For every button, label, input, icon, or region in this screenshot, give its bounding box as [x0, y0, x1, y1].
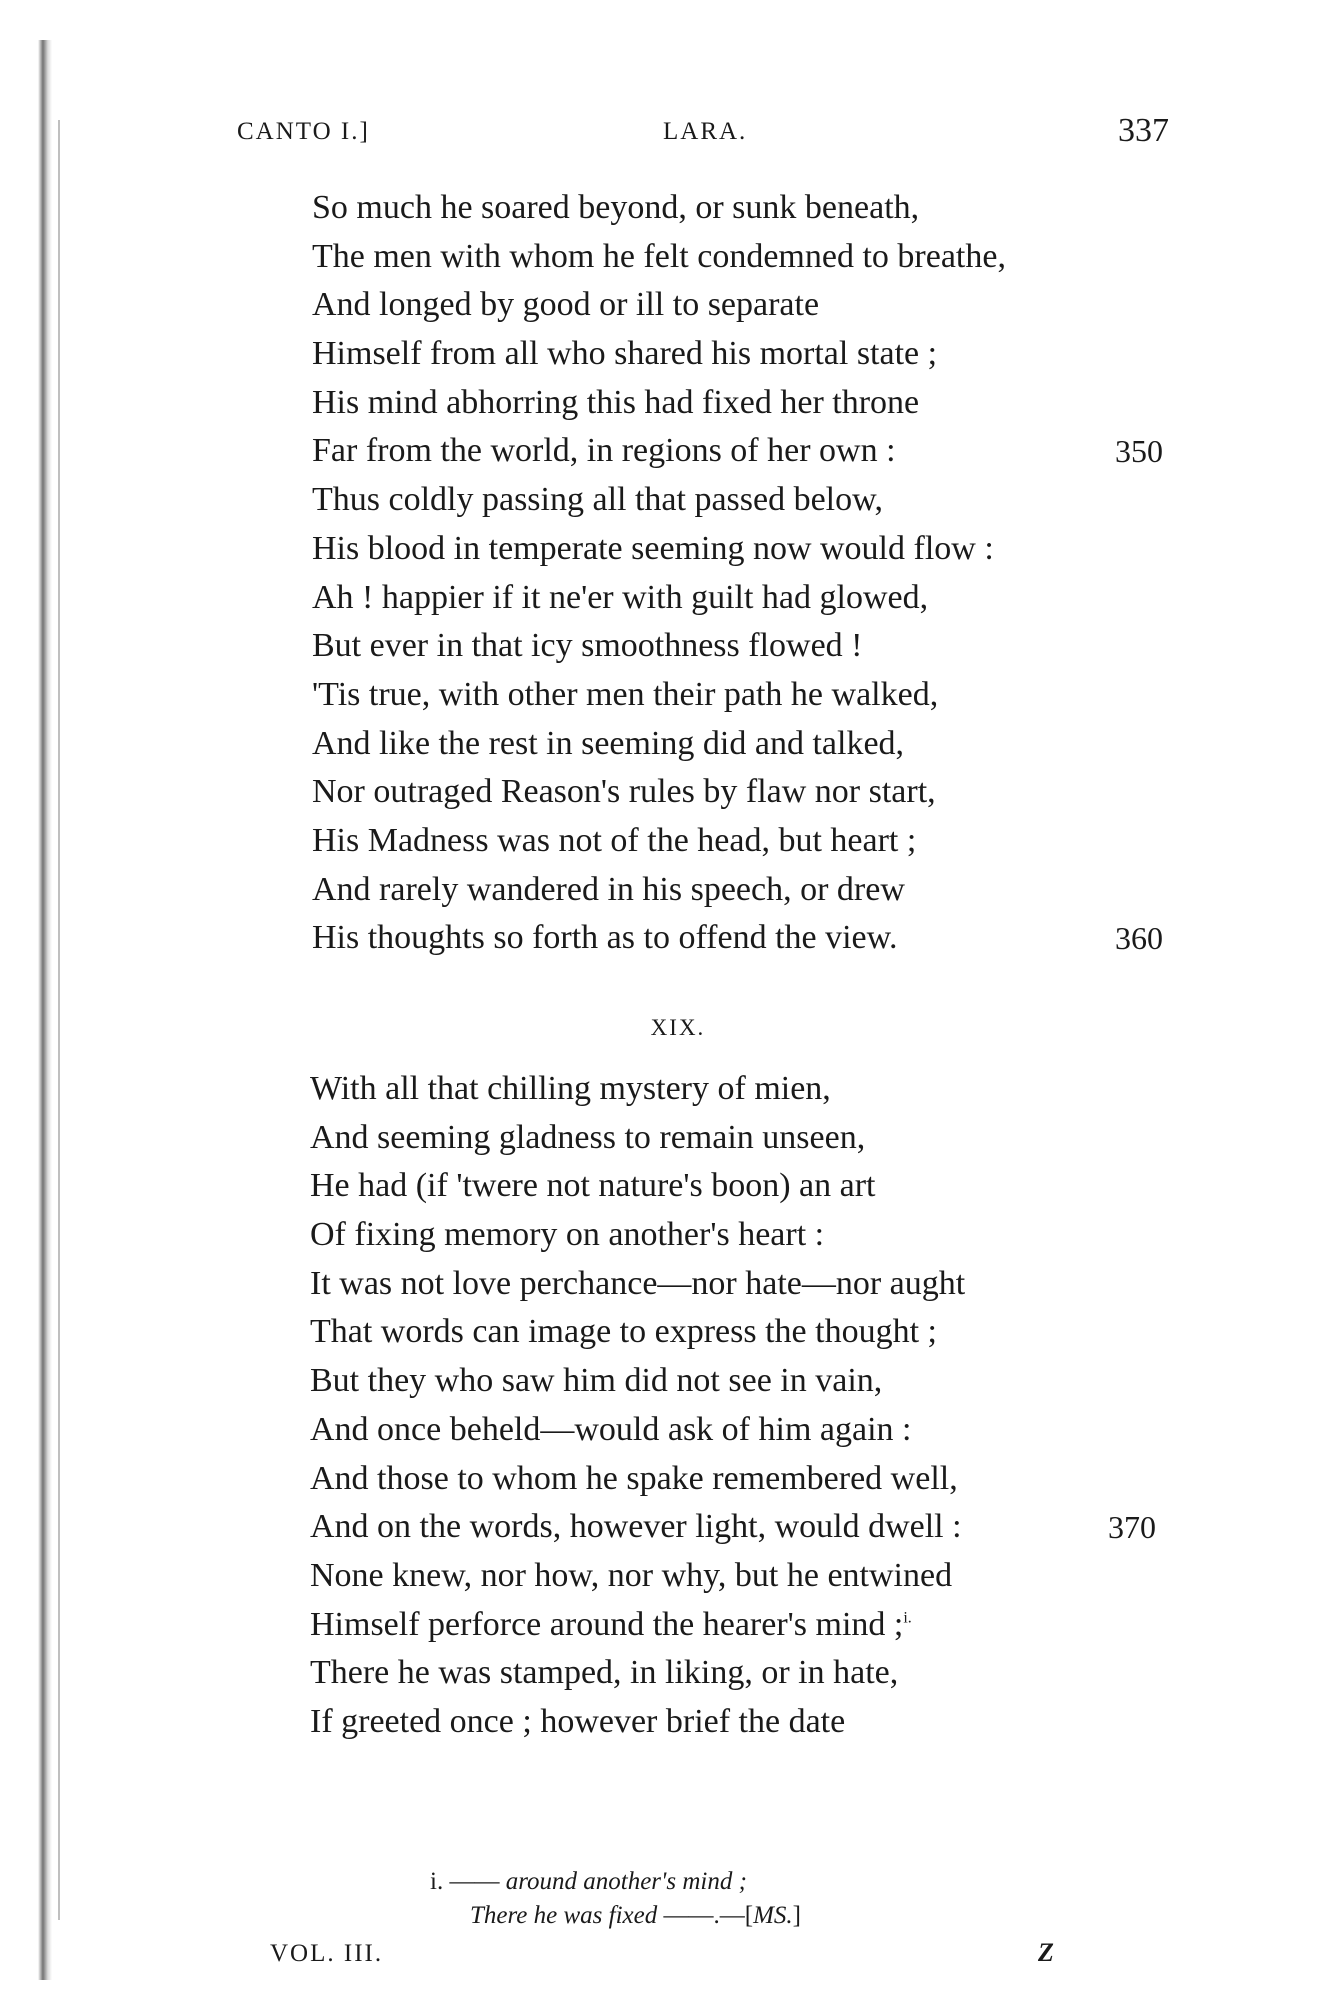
verse-line: He had (if 'twere not nature's boon) an art — [310, 1167, 876, 1205]
verse-line: Thus coldly passing all that passed below, — [312, 481, 883, 519]
verse-line: Nor outraged Reason's rules by flaw nor start, — [312, 773, 936, 811]
footnote-reference: i. — [903, 1609, 912, 1627]
verse-line: And on the words, however light, would dwell : 370 — [310, 1503, 1210, 1552]
footnote-dash: —— — [449, 1868, 500, 1895]
footnote-source: MS. — [753, 1902, 793, 1929]
footnote-line-2 — [430, 1899, 801, 1933]
running-header — [0, 112, 1330, 158]
footnote-close: ] — [792, 1902, 801, 1929]
signature-mark: Z — [1038, 1938, 1054, 1967]
section-heading: XIX. — [650, 1015, 706, 1040]
verse-line: And seeming gladness to remain unseen, — [310, 1118, 866, 1156]
header-canto: CANTO I.] — [237, 118, 370, 145]
verse-line: If greeted once ; however brief the date — [310, 1702, 846, 1740]
verse-line: And like the rest in seeming did and talked, — [312, 724, 905, 762]
footnote-dash-2: ——.—[ — [663, 1902, 754, 1929]
stanza-2 — [310, 1065, 1210, 1747]
verse-line: His mind abhorring this had fixed her throne — [312, 383, 920, 421]
scan-binding-shadow — [38, 40, 52, 1980]
verse-line: It was not love perchance—nor hate—nor aught — [310, 1264, 966, 1302]
verse-line: But ever in that icy smoothness flowed ! — [312, 627, 863, 665]
verse-line: Ah ! happier if it ne'er with guilt had glowed, — [312, 578, 929, 616]
verse-line: And rarely wandered in his speech, or drew — [312, 870, 905, 908]
verse-line: The men with whom he felt condemned to breathe, — [312, 237, 1006, 275]
verse-line: So much he soared beyond, or sunk beneath, — [312, 189, 920, 226]
line-number: 370 — [1108, 1509, 1156, 1546]
footnote-variant-text: around another's mind ; — [505, 1868, 747, 1895]
verse-line: His blood in temperate seeming now would flow : — [312, 529, 994, 567]
verse-line: And those to whom he spake remembered well, — [310, 1459, 958, 1497]
footnote-marker: i. — [430, 1868, 444, 1895]
signature-volume: VOL. III. — [270, 1940, 384, 1967]
verse-line: And longed by good or ill to separate — [312, 286, 820, 324]
verse-line: And once beheld—would ask of him again : — [310, 1410, 912, 1448]
verse-line: 'Tis true, with other men their path he walked, — [312, 675, 939, 713]
footnote-variant-text-2: There he was fixed — [470, 1902, 658, 1929]
verse-line: There he was stamped, in liking, or in hate, — [310, 1654, 899, 1692]
footnote — [430, 1865, 801, 1933]
verse-line: Of fixing memory on another's heart : — [310, 1216, 825, 1254]
verse-line: With all that chilling mystery of mien, — [310, 1070, 831, 1107]
verse-line: None knew, nor how, nor why, but he entwined — [310, 1556, 953, 1594]
line-number: 350 — [1115, 433, 1163, 470]
verse-line: Himself perforce around the hearer's mind ;$^{i.}$ — [310, 1605, 912, 1643]
footnote-line-1 — [430, 1865, 801, 1899]
line-number: 360 — [1115, 920, 1163, 957]
stanza-1 — [312, 184, 1212, 963]
verse-line: His Madness was not of the head, but heart ; — [312, 821, 917, 859]
header-title: LARA. — [663, 118, 748, 145]
page-number: 337 — [1118, 112, 1169, 149]
verse-line: Far from the world, in regions of her own : 350 — [312, 427, 1212, 476]
verse-line: Himself from all who shared his mortal state ; — [312, 335, 938, 373]
verse-line: But they who saw him did not see in vain, — [310, 1362, 883, 1400]
verse-line: That words can image to express the thought ; — [310, 1313, 937, 1351]
verse-line: His thoughts so forth as to offend the view. 360 — [312, 914, 1212, 963]
